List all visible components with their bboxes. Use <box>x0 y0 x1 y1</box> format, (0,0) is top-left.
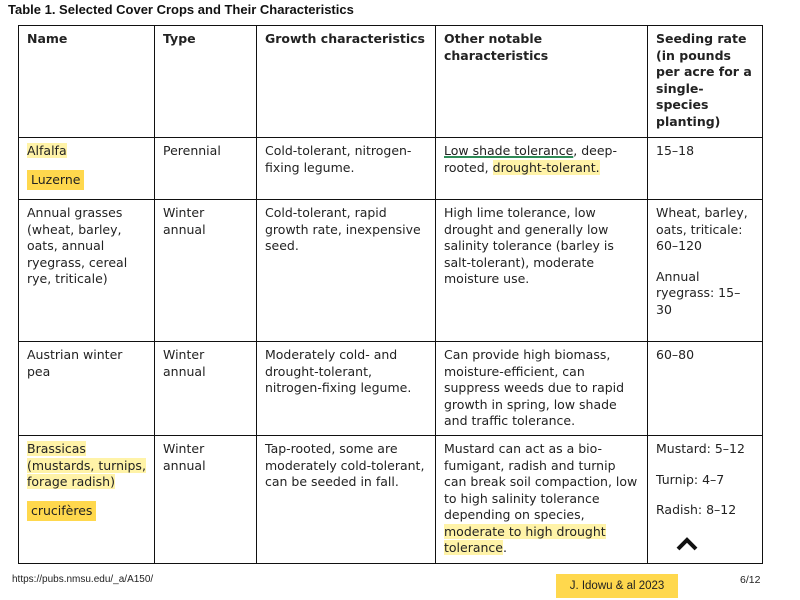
crop-name: Brassicas (mustards, turnips, forage radish) <box>27 441 146 489</box>
cell-name: Annual grasses (wheat, barley, oats, annual ryegrass, cereal rye, triticale) <box>19 200 155 342</box>
author-label: J. Idowu & al 2023 <box>556 574 678 598</box>
seeding-line: Radish: 8–12 <box>656 502 737 517</box>
source-url: https://pubs.nmsu.edu/_a/A150/ <box>12 574 154 585</box>
cell-other: Can provide high biomass, moisture-efficient, can suppress weeds due to rapid growth in spring, low shade and traffic tolerance. <box>436 342 648 436</box>
cell-type: Perennial <box>155 138 257 200</box>
table-row <box>19 342 763 436</box>
cell-seeding: 60–80 <box>648 342 763 436</box>
cell-seeding <box>648 200 763 342</box>
header-growth: Growth characteristics <box>257 26 436 138</box>
table-row <box>19 436 763 564</box>
seeding-line: Turnip: 4–7 <box>656 471 725 487</box>
header-seeding: Seeding rate (in pounds per acre for a single-species planting) <box>648 26 763 138</box>
highlighted-text: drought-tolerant. <box>492 159 600 175</box>
handwritten-note: Luzerne <box>27 170 84 191</box>
plain-text: , deep-rooted, <box>444 143 617 175</box>
cell-name <box>19 436 155 564</box>
cover-crops-table <box>18 25 763 564</box>
cell-name: Austrian winter pea <box>19 342 155 436</box>
header-row <box>19 26 763 138</box>
table-title: Table 1. Selected Cover Crops and Their Characteristics <box>8 2 354 17</box>
plain-text: Mustard can act as a bio-fumigant, radish and turnip can break soil compaction, low to high salinity tolerance depending on species, <box>444 441 638 522</box>
cell-seeding <box>648 436 763 564</box>
table-row <box>19 200 763 342</box>
cell-growth: Moderately cold- and drought-tolerant, nitrogen-fixing legume. <box>257 342 436 436</box>
seeding-line: Mustard: 5–12 <box>656 441 745 456</box>
cell-other <box>436 138 648 200</box>
page-number: 6/12 <box>740 574 761 586</box>
cell-name <box>19 138 155 200</box>
underlined-text: Low shade tolerance <box>444 143 574 158</box>
cell-other: High lime tolerance, low drought and generally low salinity tolerance (barley is salt-tolerant), moderate moisture use. <box>436 200 648 342</box>
cell-growth: Tap-rooted, some are moderately cold-tolerant, can be seeded in fall. <box>257 436 436 564</box>
header-other: Other notable characteristics <box>436 26 648 138</box>
cell-type: Winter annual <box>155 342 257 436</box>
plain-text: . <box>503 540 507 555</box>
seeding-line: Wheat, barley, oats, triticale: 60–120 <box>656 205 748 253</box>
seeding-line: Annual ryegrass: 15–30 <box>656 268 741 317</box>
cell-type: Winter annual <box>155 200 257 342</box>
header-type: Type <box>155 26 257 138</box>
caret-up-icon <box>676 536 698 550</box>
highlighted-text: moderate to high drought tolerance <box>444 523 606 555</box>
cell-other <box>436 436 648 564</box>
cell-seeding: 15–18 <box>648 138 763 200</box>
cell-type: Winter annual <box>155 436 257 564</box>
crop-name: Alfalfa <box>27 143 67 158</box>
cell-growth: Cold-tolerant, nitrogen-fixing legume. <box>257 138 436 200</box>
table-row <box>19 138 763 200</box>
handwritten-note: crucifères <box>27 501 96 522</box>
cell-growth: Cold-tolerant, rapid growth rate, inexpensive seed. <box>257 200 436 342</box>
header-name: Name <box>19 26 155 138</box>
